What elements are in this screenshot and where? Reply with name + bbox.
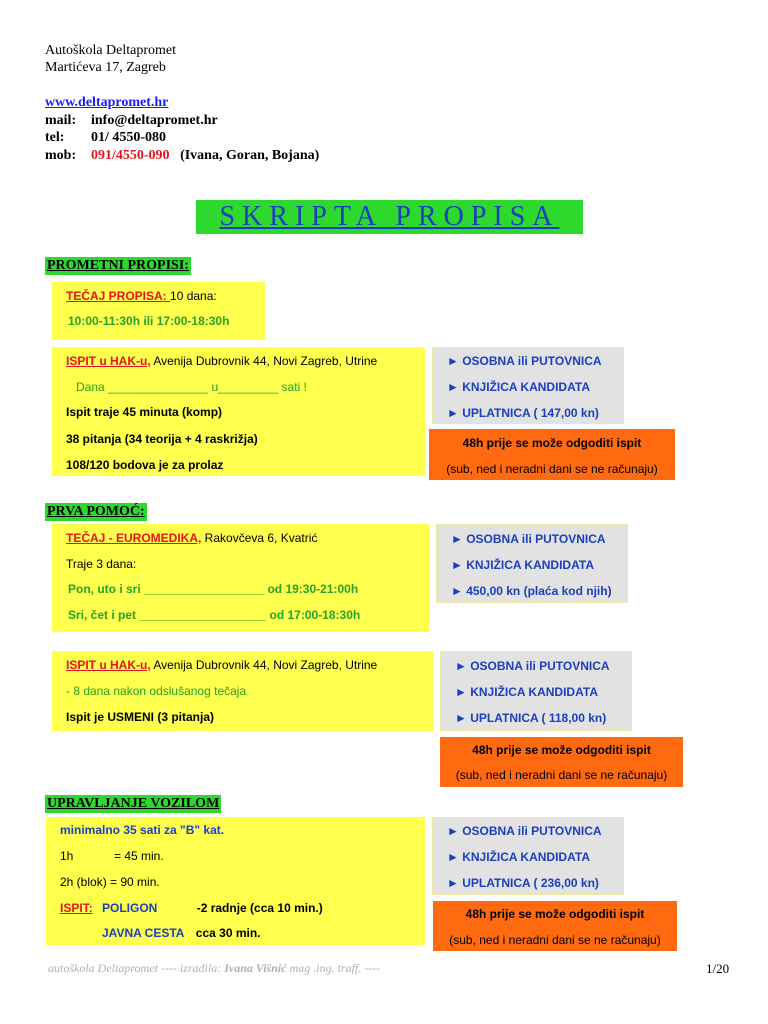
section-heading-prva-pomoc: PRVA POMOĆ:: [47, 504, 145, 519]
propisi-course-line: [66, 289, 217, 303]
doc-item: ► OSOBNA ili PUTOVNICA: [455, 659, 610, 673]
mob-row: [45, 147, 319, 164]
propisi-exam-label: ISPIT u HAK-u,: [66, 354, 151, 368]
tel-value: 01/ 4550-080: [91, 130, 167, 145]
propisi-exam-questions: 38 pitanja (34 teorija + 4 raskrižja): [66, 432, 258, 446]
pomoc-exam-type: Ispit je USMENI (3 pitanja): [66, 710, 215, 724]
pomoc-course-box: [52, 524, 429, 632]
mob-label: mob:: [45, 148, 77, 163]
doc-item: ► UPLATNICA ( 118,00 kn): [455, 711, 607, 725]
propisi-course-label: TEČAJ PROPISA:: [66, 289, 171, 303]
doc-item: ► KNJIŽICA KANDIDATA: [447, 380, 590, 394]
footer-prefix: autoškola Deltapromet ---- izradila:: [48, 961, 225, 975]
propisi-exam-points: 108/120 bodova je za prolaz: [66, 458, 224, 472]
doc-item: ► KNJIŽICA KANDIDATA: [451, 558, 594, 572]
tel-row: [45, 129, 166, 146]
notice-title: 48h prije se može odgoditi ispit: [462, 436, 642, 450]
pomoc-course-label: TEČAJ - EUROMEDIKA,: [66, 531, 202, 545]
notice-subtitle: (sub, ned i neradni dani se ne računaju): [455, 768, 668, 782]
doc-item: ► OSOBNA ili PUTOVNICA: [447, 824, 602, 838]
propisi-course-box: [52, 282, 265, 340]
company-address: Martićeva 17, Zagreb: [45, 60, 166, 75]
doc-item: ► UPLATNICA ( 147,00 kn): [447, 406, 599, 420]
pomoc-course-location: Rakovčeva 6, Kvatrić: [201, 531, 318, 545]
pomoc-exam-docs-box: [440, 651, 632, 731]
voznja-exam-label: ISPIT:: [60, 901, 93, 915]
pomoc-exam-location: Avenija Dubrovnik 44, Novi Zagreb, Utrine: [150, 658, 378, 672]
mail-row: [45, 112, 218, 129]
propisi-exam-line: [66, 354, 377, 368]
voznja-poligon-desc: -2 radnje (cca 10 min.): [196, 901, 323, 915]
footer-text: [48, 961, 380, 976]
pomoc-course-line: [66, 531, 317, 545]
pomoc-notice-box: [440, 737, 683, 787]
voznja-block: 2h (blok) = 90 min.: [60, 875, 160, 889]
doc-item: ► UPLATNICA ( 236,00 kn): [447, 876, 599, 890]
propisi-exam-date: Dana _______________ u_________ sati !: [76, 380, 307, 394]
pomoc-exam-timing: - 8 dana nakon odslušanog tečaja: [66, 684, 247, 698]
mob-value: 091/4550-090: [91, 148, 170, 163]
propisi-exam-location: Avenija Dubrovnik 44, Novi Zagreb, Utrine: [150, 354, 378, 368]
section-heading-prometni: PROMETNI PROPISI:: [47, 258, 189, 273]
company-name: Autoškola Deltapromet: [45, 43, 177, 58]
voznja-docs-box: [432, 817, 624, 895]
propisi-docs-box: [432, 347, 624, 424]
title-box: [196, 200, 583, 234]
notice-subtitle: (sub, ned i neradni dani se ne računaju): [446, 462, 658, 476]
page-title: SKRIPTA PROPISA: [219, 201, 560, 232]
voznja-notice-box: [433, 901, 677, 951]
doc-item: ► OSOBNA ili PUTOVNICA: [447, 354, 602, 368]
footer-author: Ivana Višnić: [224, 961, 287, 975]
pomoc-exam-label: ISPIT u HAK-u,: [66, 658, 151, 672]
section-heading-upravljanje: UPRAVLJANJE VOZILOM: [47, 796, 220, 811]
website-link[interactable]: www.deltapromet.hr: [45, 95, 169, 110]
doc-item: ► KNJIŽICA KANDIDATA: [455, 685, 598, 699]
mail-label: mail:: [45, 113, 77, 128]
footer-suffix: mag .ing. traff. ----: [286, 961, 381, 975]
voznja-cesta-row: [102, 926, 261, 940]
mail-value[interactable]: info@deltapromet.hr: [91, 113, 218, 128]
voznja-poligon: POLIGON: [102, 901, 158, 915]
pomoc-course-docs-box: [436, 524, 628, 603]
voznja-minimum: minimalno 35 sati za "B" kat.: [60, 823, 225, 837]
pomoc-course-days1: Pon, uto i sri __________________ od 19:30-21:00h: [68, 582, 359, 596]
doc-item: ► KNJIŽICA KANDIDATA: [447, 850, 590, 864]
page-number: 1/20: [706, 961, 730, 976]
voznja-hour-value: = 45 min.: [114, 849, 164, 863]
notice-subtitle: (sub, ned i neradni dani se ne računaju): [449, 933, 661, 947]
propisi-notice-box: [429, 429, 675, 480]
notice-title: 48h prije se može odgoditi ispit: [465, 907, 645, 921]
doc-item: ► 450,00 kn (plaća kod njih): [451, 584, 612, 598]
voznja-box: [46, 817, 425, 945]
pomoc-exam-box: [52, 651, 433, 731]
doc-item: ► OSOBNA ili PUTOVNICA: [451, 532, 606, 546]
voznja-hour-label: 1h: [60, 849, 74, 863]
voznja-cesta-desc: cca 30 min.: [195, 926, 261, 940]
tel-label: tel:: [45, 130, 65, 145]
propisi-exam-duration: Ispit traje 45 minuta (komp): [66, 405, 223, 419]
propisi-course-times: 10:00-11:30h ili 17:00-18:30h: [68, 314, 230, 328]
voznja-hour-row: [60, 849, 164, 863]
mob-names: (Ivana, Goran, Bojana): [180, 148, 320, 163]
pomoc-exam-line: [66, 658, 377, 672]
propisi-exam-box: [52, 347, 425, 476]
pomoc-course-days2: Sri, čet i pet ___________________ od 17:00-18:30h: [68, 608, 361, 622]
propisi-course-duration: 10 dana:: [170, 289, 217, 303]
notice-title: 48h prije se može odgoditi ispit: [472, 743, 651, 757]
voznja-cesta: JAVNA CESTA: [102, 926, 185, 940]
voznja-exam-row: [60, 901, 323, 915]
pomoc-course-duration: Traje 3 dana:: [66, 557, 137, 571]
